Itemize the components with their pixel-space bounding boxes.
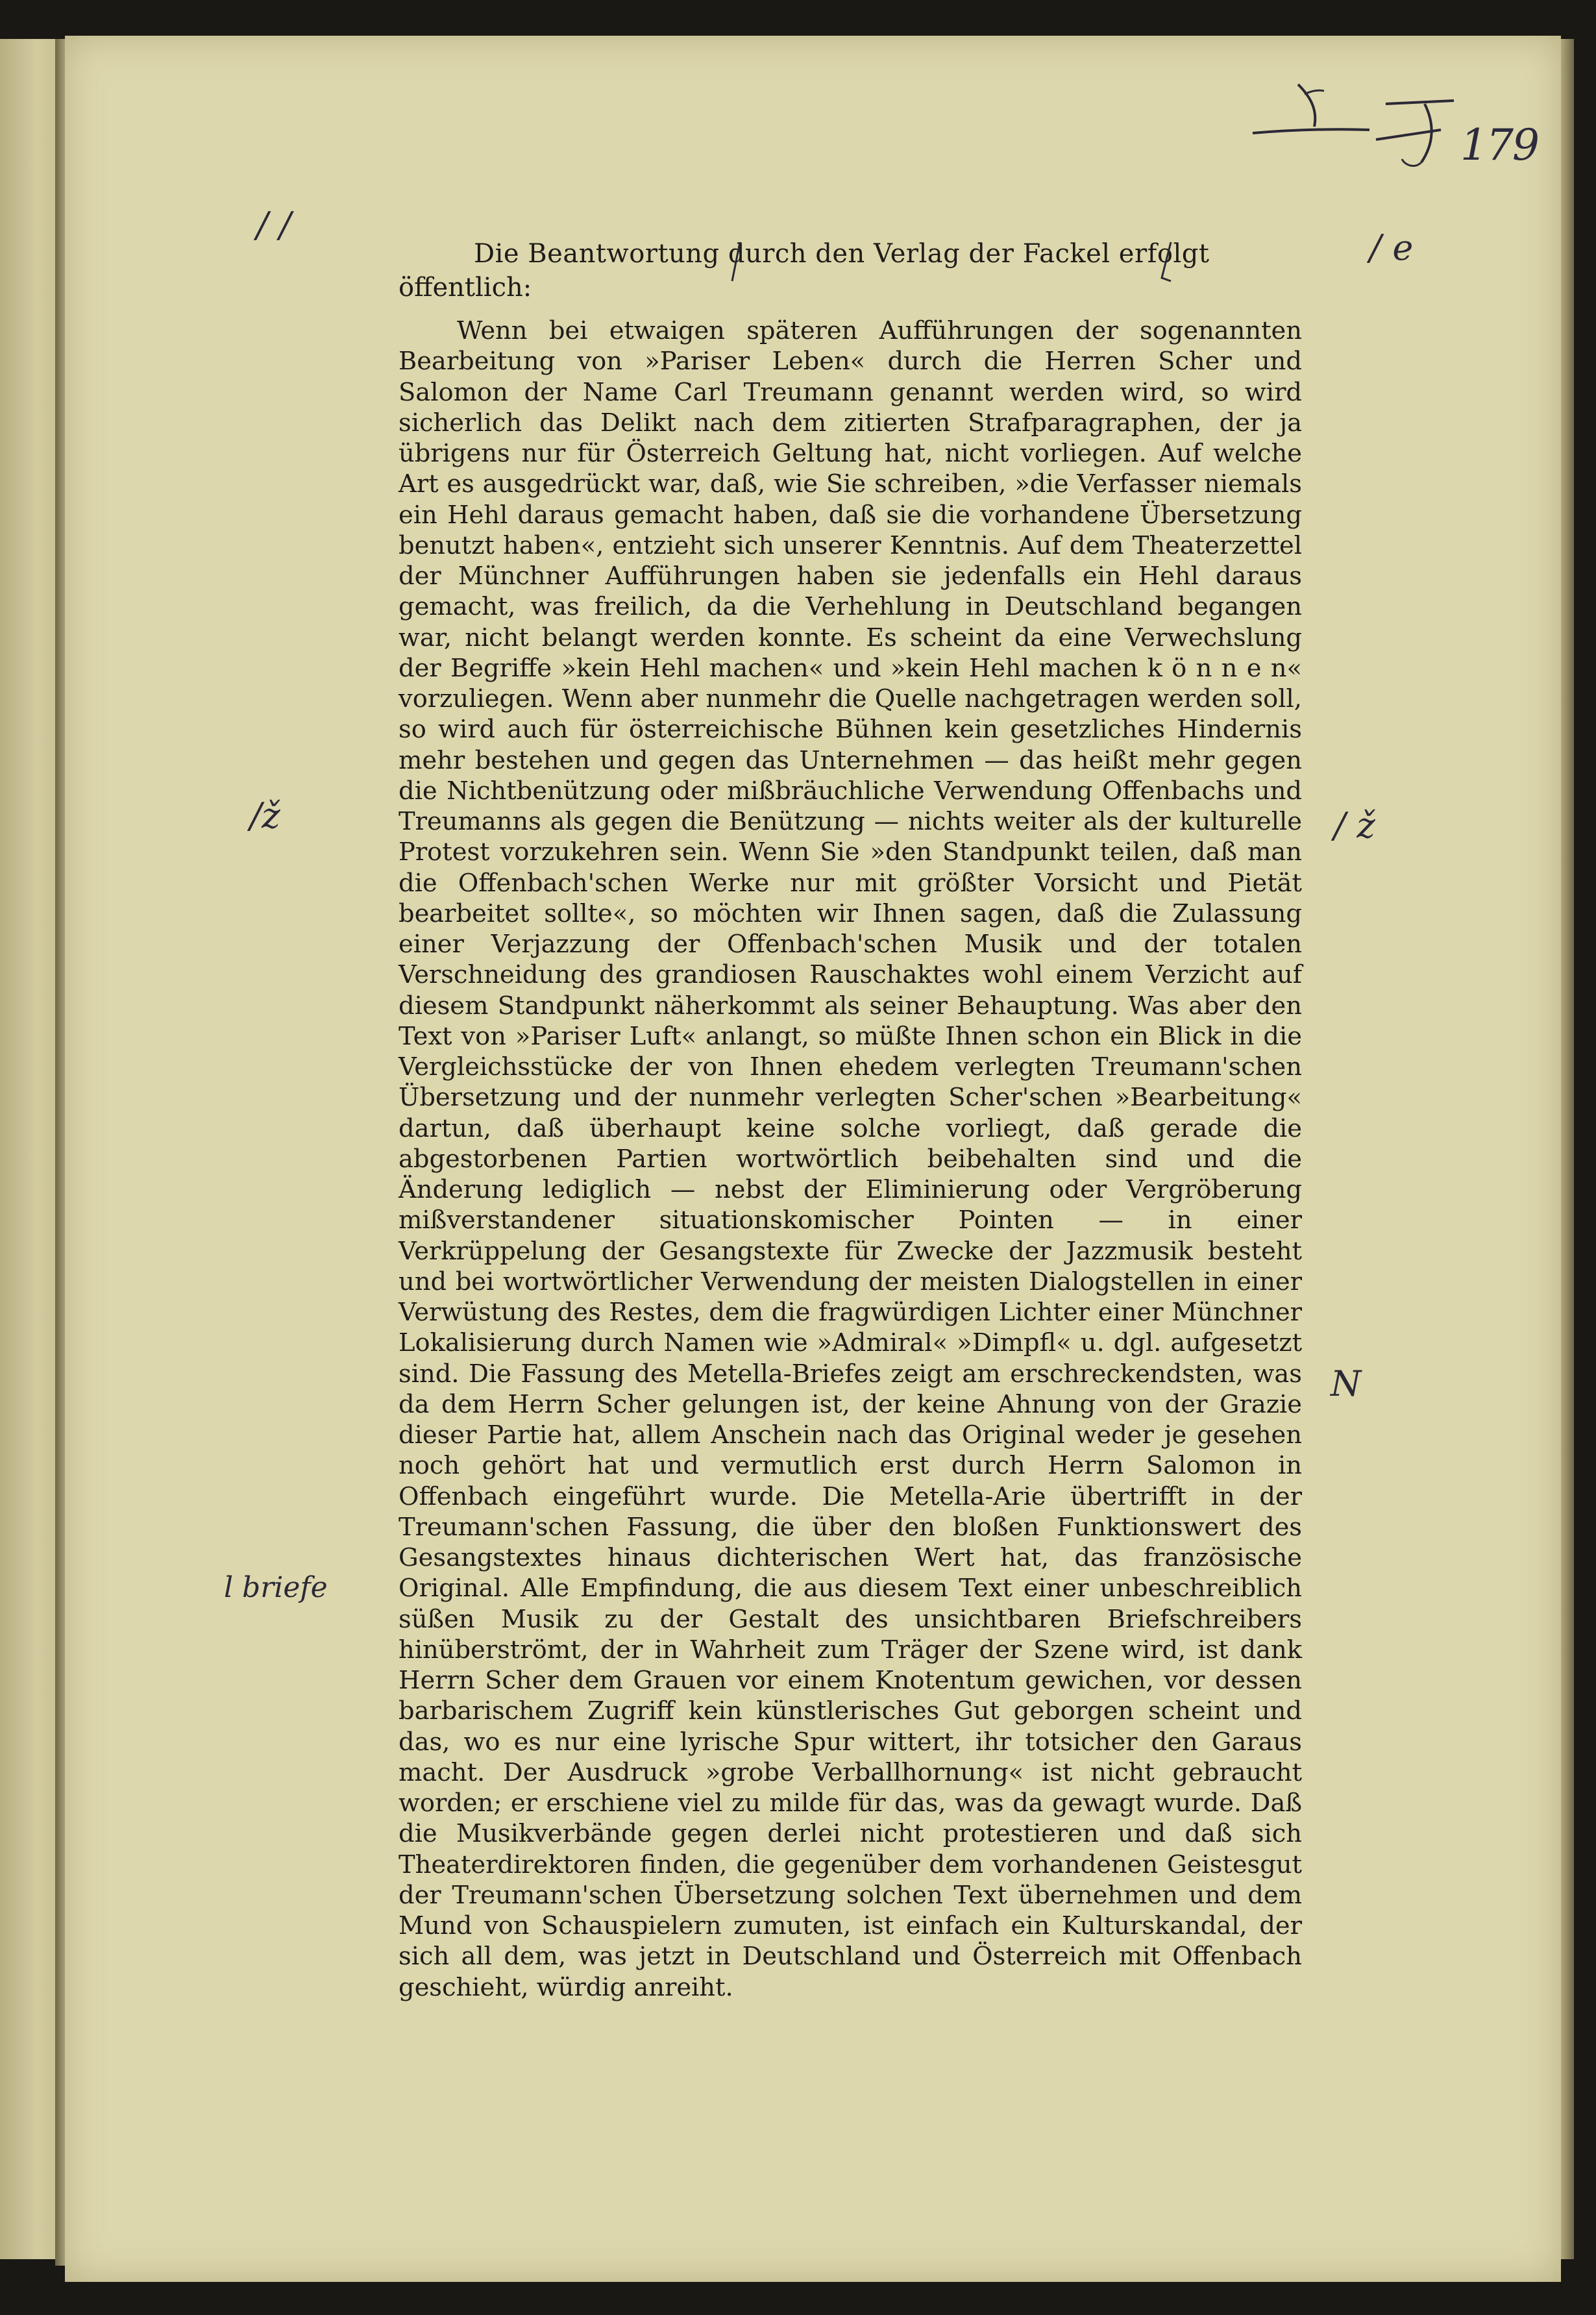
- margin-note-right-mid: / ž: [1334, 805, 1375, 846]
- body-paragraph: Wenn bei etwaigen späteren Aufführungen der sogenannten Bearbeitung von »Pariser Leben« durch die Herren Scher und Salomon der Name Carl Treumann genannt werden wird, so wird sicherlich das Delikt nach dem zitierten Strafparagraphen, der ja übrigens nur für Österreich Geltung hat, nicht vorliegen. Auf welche Art es ausgedrückt war, daß, wie Sie schreiben, »die Verfasser niemals ein Hehl daraus gemacht haben, daß sie die vorhandene Übersetzung benutzt haben«, entzieht sich unserer Kenntnis. Auf dem Theaterzettel der Münchner Aufführungen haben sie jedenfalls ein Hehl daraus gemacht, was freilich, da die Verhehlung in Deutschland begangen war, nicht belangt werden konnte. Es scheint da eine Verwechslung der Begriffe »kein Hehl machen« und »kein Hehl machen k ö n n e n« vorzuliegen. Wenn aber nunmehr die Quelle nachgetragen werden soll, so wird auch für österreichische Bühnen kein gesetzliches Hindernis mehr bestehen und gegen das Unternehmen — das heißt mehr gegen die Nichtbenützung oder mißbräuchliche Verwendung Offenbachs und Treumanns als gegen die Benützung — nichts weiter als der kulturelle Protest vorzukehren sein. Wenn Sie »den Standpunkt teilen, daß man die Offenbach'schen Werke nur mit größter Vorsicht und Pietät bearbeitet sollte«, so möchten wir Ihnen sagen, daß die Zulassung einer Verjazzung der Offenbach'schen Musik und der totalen Verschneidung des grandiosen Rauschaktes wohl einem Verzicht auf diesem Standpunkt näherkommt als seiner Behauptung. Was aber den Text von »Pariser Luft« anlangt, so müßte Ihnen schon ein Blick in die Vergleichsstücke der von Ihnen ehedem verlegten Treumann'schen Übersetzung und der nunmehr verlegten Scher'schen »Bearbeitung« dartun, daß überhaupt keine solche vorliegt, daß gerade die abgestorbenen Partien wortwörtlich beibehalten sind und die Änderung lediglich — nebst der Eliminierung oder Vergröberung mißverstandener situationskomischer Pointen — in einer Verkrüppelung der Gesangstexte für Zwecke der Jazzmusik besteht und bei wortwörtlicher Verwendung der meisten Dialogstellen in einer Verwüstung des Restes, dem die fragwürdigen Lichter einer Münchner Lokalisierung durch Namen wie »Admiral« »Dimpfl« u. dgl. aufgesetzt sind. Die Fassung des Metella-Briefes zeigt am erschreckendsten, was da dem Herrn Scher gelungen ist, der keine Ahnung von der Grazie dieser Partie hat, allem Anschein nach das Original weder je gesehen noch gehört hat und vermutlich erst durch Herrn Salomon in Offenbach eingeführt wurde. Die Metella-Arie übertrifft in der Treumann'schen Fassung, die über den bloßen Funktionswert des Gesangstextes hinaus dichterischen Wert hat, das französische Original. Alle Empfindung, die aus diesem Text einer unbeschreiblich süßen Musik zu der Gestalt des unsichtbaren Briefschreibers hinüberströmt, der in Wahrheit zum Träger der Szene wird, ist dank Herrn Scher dem Grauen vor einem Knotentum gewichen, vor dessen barbarischem Zugriff kein künstlerisches Gut geborgen scheint und das, wo es nur eine lyrische Spur wittert, ihr totsicher den Garaus macht. Der Ausdruck »grobe Verballhornung« ist nicht gebraucht worden; er erschiene viel zu milde für das, was da gewagt wurde. Daß die Musikverbände gegen derlei nicht protestieren und daß sich Theaterdirektoren finden, die gegenüber dem vorhandenen Geistesgut der Treumann'schen Übersetzung solchen Text übernehmen und dem Mund von Schauspielern zumuten, ist einfach ein Kulturskandal, der sich all dem, was jetzt in Deutschland und Österreich mit Offenbach geschieht, würdig anreiht.: [399, 316, 1302, 2002]
- margin-note-left-mid: /ž: [250, 795, 280, 836]
- page-edge-shadow: [1561, 39, 1574, 2259]
- insertion-mark-2: [1157, 239, 1176, 284]
- heading-line-2: öffentlich:: [399, 273, 532, 303]
- margin-note-right-top: / e: [1369, 227, 1414, 268]
- heading-line-1: Die Beantwortung durch den Verlag der Fackel erfolgt: [474, 239, 1210, 269]
- facing-page-edge: [0, 39, 62, 2259]
- insertion-mark-1: [727, 239, 746, 284]
- margin-note-left-top: / /: [256, 204, 291, 245]
- margin-note-left-low: l briefe: [224, 1571, 328, 1604]
- folio-number: 179: [1460, 120, 1538, 170]
- margin-note-right-low: N: [1331, 1363, 1362, 1404]
